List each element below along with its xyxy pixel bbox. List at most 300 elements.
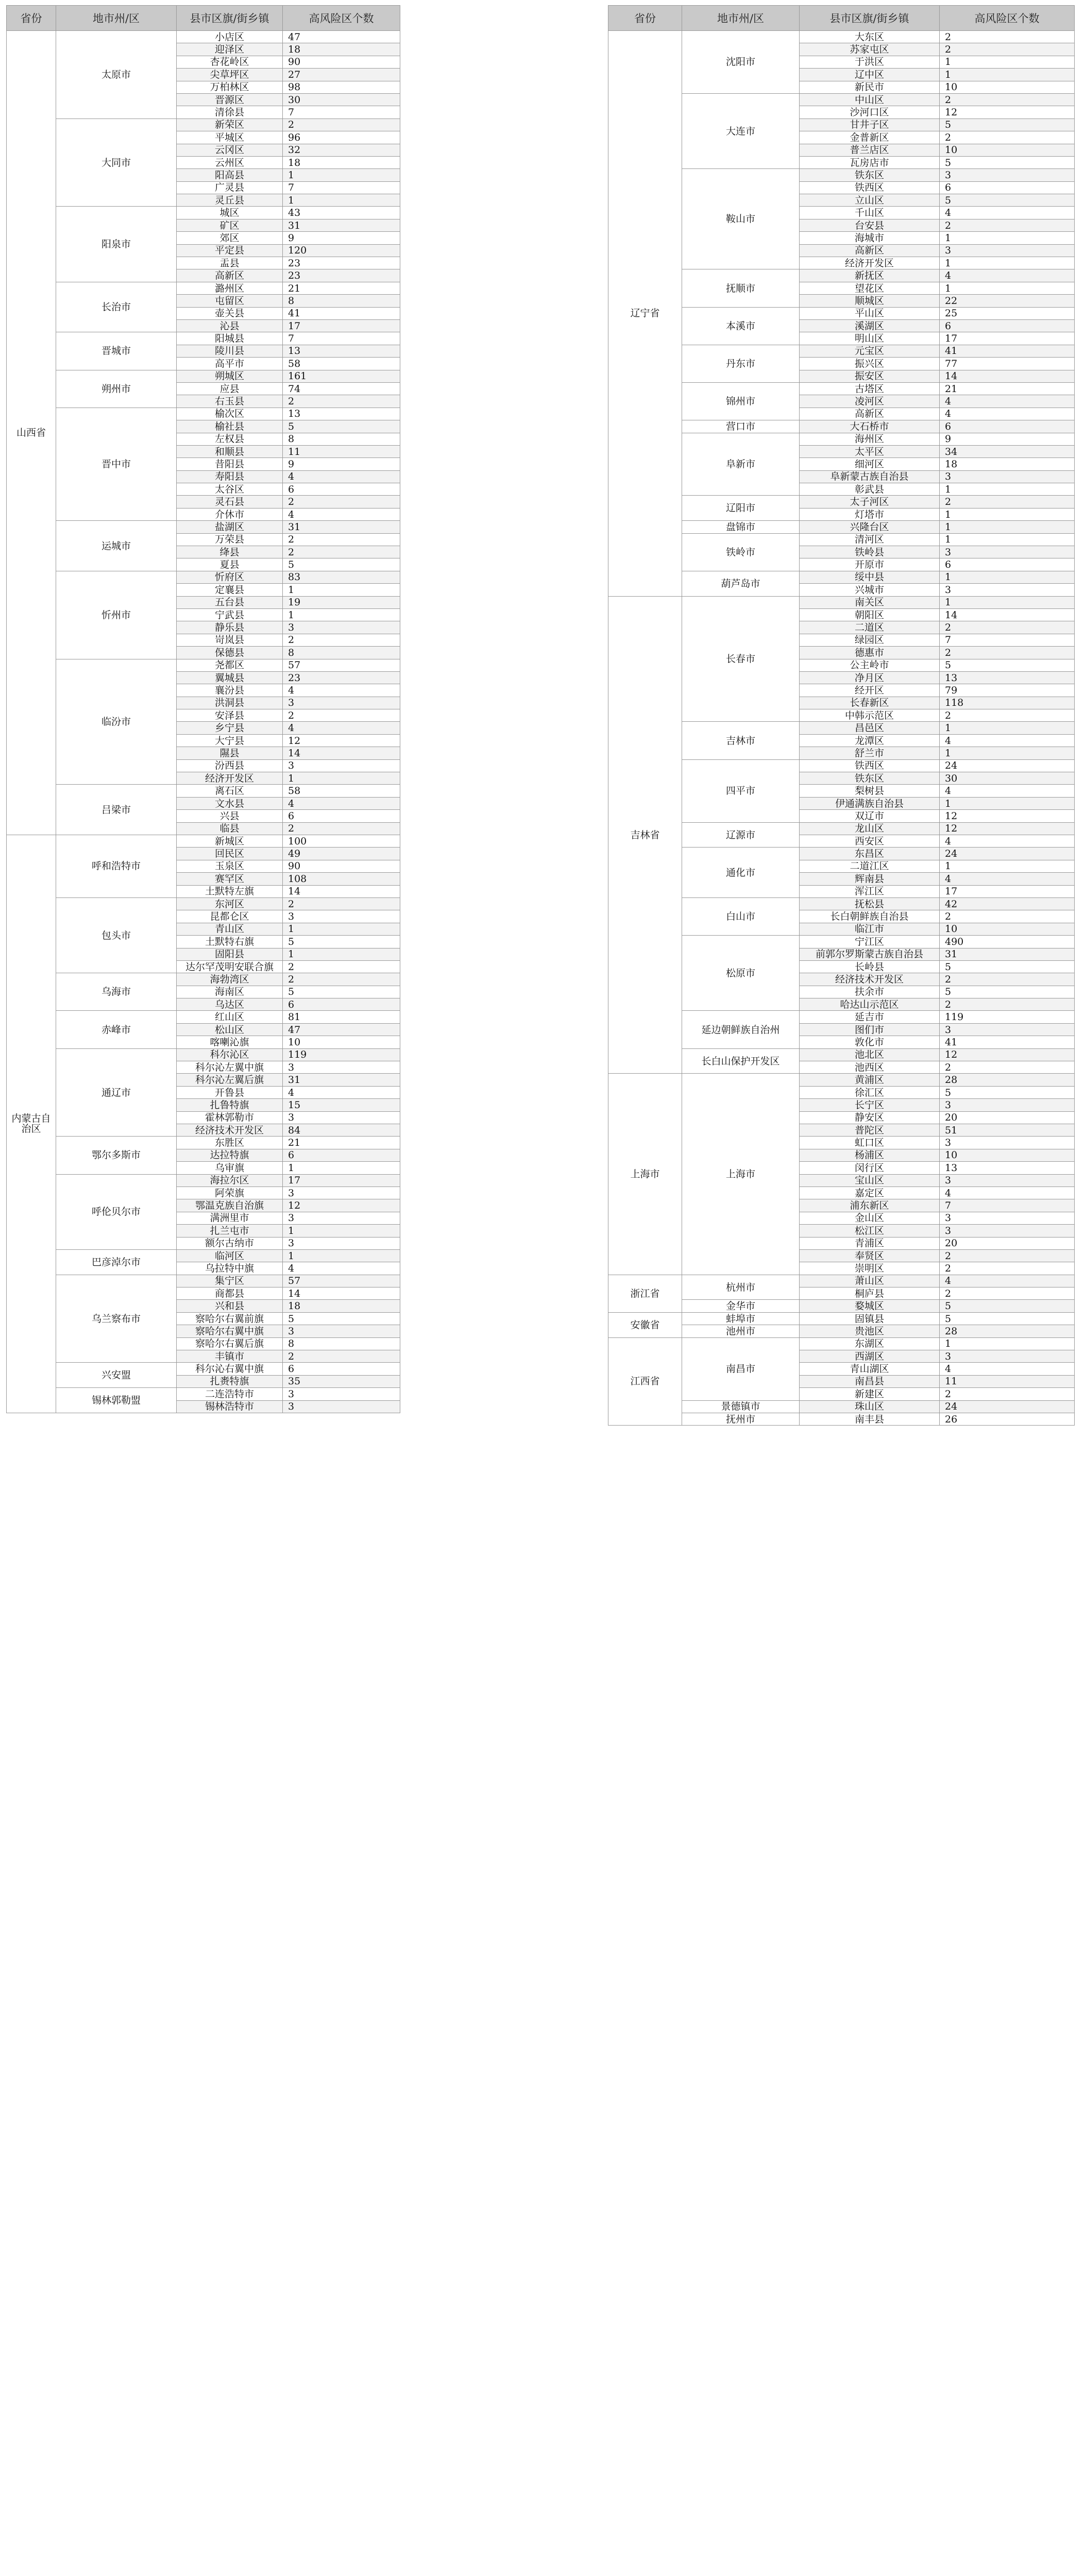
county-cell: 襄汾县: [177, 684, 283, 697]
count-cell: 5: [940, 156, 1075, 168]
count-cell: 2: [283, 822, 400, 835]
county-cell: 开鲁县: [177, 1086, 283, 1098]
county-cell: 盐湖区: [177, 521, 283, 533]
county-cell: 前郭尔罗斯蒙古族自治县: [800, 948, 940, 960]
county-cell: 南丰县: [800, 1413, 940, 1425]
risk-area-table-right: [608, 5, 1075, 1426]
county-cell: 铁东区: [800, 772, 940, 785]
count-cell: 1: [940, 56, 1075, 68]
count-cell: 4: [283, 797, 400, 809]
county-cell: 大石桥市: [800, 420, 940, 433]
count-cell: 3: [283, 1400, 400, 1413]
risk-area-table-left: [6, 5, 400, 1413]
county-cell: 辉南县: [800, 873, 940, 885]
county-cell: 大宁县: [177, 734, 283, 747]
county-cell: 乌审旗: [177, 1162, 283, 1174]
county-cell: 尧都区: [177, 659, 283, 671]
count-cell: 12: [940, 822, 1075, 835]
count-cell: 31: [283, 1074, 400, 1086]
county-cell: 彰武县: [800, 483, 940, 496]
count-cell: 1: [283, 194, 400, 207]
count-cell: 19: [283, 596, 400, 608]
city-cell: 辽源市: [682, 822, 800, 848]
table-row: [7, 973, 400, 986]
count-cell: 7: [940, 1199, 1075, 1212]
table-row: [7, 1174, 400, 1187]
count-cell: 51: [940, 1124, 1075, 1136]
count-cell: 15: [283, 1099, 400, 1111]
count-cell: 2: [940, 973, 1075, 986]
count-cell: 7: [940, 634, 1075, 646]
county-cell: 铁西区: [800, 759, 940, 772]
count-cell: 6: [940, 319, 1075, 332]
county-cell: 杏花岭区: [177, 56, 283, 68]
count-cell: 1: [940, 1337, 1075, 1350]
county-cell: 经济技术开发区: [800, 973, 940, 986]
county-cell: 离石区: [177, 785, 283, 797]
count-cell: 30: [940, 772, 1075, 785]
count-cell: 3: [940, 546, 1075, 558]
count-cell: 13: [283, 408, 400, 420]
count-cell: 14: [283, 1287, 400, 1300]
count-cell: 41: [283, 307, 400, 319]
count-cell: 14: [283, 885, 400, 897]
count-cell: 35: [283, 1375, 400, 1387]
county-cell: 浑江区: [800, 885, 940, 897]
count-cell: 3: [283, 1187, 400, 1199]
count-cell: 81: [283, 1011, 400, 1023]
county-cell: 固阳县: [177, 948, 283, 960]
city-cell: 赤峰市: [56, 1011, 177, 1048]
count-cell: 18: [283, 43, 400, 56]
header-county: 县市区旗/街乡镇: [800, 6, 940, 31]
count-cell: 24: [940, 1400, 1075, 1413]
city-cell: 铁岭市: [682, 533, 800, 571]
county-cell: 翼城县: [177, 671, 283, 684]
count-cell: 4: [283, 722, 400, 734]
city-cell: 四平市: [682, 759, 800, 822]
count-cell: 5: [283, 936, 400, 948]
count-cell: 2: [940, 93, 1075, 106]
count-cell: 22: [940, 295, 1075, 307]
count-cell: 28: [940, 1074, 1075, 1086]
count-cell: 2: [283, 1350, 400, 1363]
county-cell: 满洲里市: [177, 1212, 283, 1224]
count-cell: 3: [283, 1111, 400, 1124]
county-cell: 寿阳县: [177, 470, 283, 483]
county-cell: 盂县: [177, 257, 283, 269]
count-cell: 57: [283, 1275, 400, 1287]
county-cell: 昔阳县: [177, 458, 283, 470]
count-cell: 84: [283, 1124, 400, 1136]
table-row: [7, 1048, 400, 1061]
city-cell: 巴彦淖尔市: [56, 1249, 177, 1275]
count-cell: 3: [283, 1325, 400, 1337]
county-cell: 矿区: [177, 219, 283, 231]
count-cell: 8: [283, 295, 400, 307]
table-row: [7, 1137, 400, 1149]
county-cell: 双辽市: [800, 810, 940, 822]
count-cell: 4: [283, 1262, 400, 1275]
city-cell: 南昌市: [682, 1337, 800, 1400]
count-cell: 90: [283, 56, 400, 68]
count-cell: 2: [940, 1249, 1075, 1262]
count-cell: 2: [940, 131, 1075, 144]
province-cell: 江西省: [608, 1337, 682, 1426]
county-cell: 平定县: [177, 244, 283, 257]
right-table-panel: [608, 5, 1075, 1426]
county-cell: 云州区: [177, 156, 283, 168]
count-cell: 74: [283, 382, 400, 395]
city-cell: 太原市: [56, 31, 177, 119]
city-cell: 朔州市: [56, 370, 177, 408]
county-cell: 经济技术开发区: [177, 1124, 283, 1136]
count-cell: 2: [283, 546, 400, 558]
count-cell: 1: [283, 1249, 400, 1262]
count-cell: 1: [940, 860, 1075, 872]
table-row: [7, 207, 400, 219]
count-cell: 7: [283, 181, 400, 194]
county-cell: 西安区: [800, 835, 940, 848]
count-cell: 4: [940, 785, 1075, 797]
table-row: [7, 571, 400, 583]
county-cell: 凌河区: [800, 395, 940, 408]
county-cell: 文水县: [177, 797, 283, 809]
city-cell: 通辽市: [56, 1048, 177, 1137]
county-cell: 丰镇市: [177, 1350, 283, 1363]
count-cell: 4: [283, 1086, 400, 1098]
county-cell: 达尔罕茂明安联合旗: [177, 960, 283, 973]
count-cell: 1: [283, 1162, 400, 1174]
table-row: [7, 521, 400, 533]
county-cell: 长白朝鲜族自治县: [800, 910, 940, 923]
county-cell: 沙河口区: [800, 106, 940, 118]
count-cell: 10: [940, 923, 1075, 935]
count-cell: 2: [940, 496, 1075, 508]
county-cell: 忻府区: [177, 571, 283, 583]
county-cell: 察哈尔右翼中旗: [177, 1325, 283, 1337]
county-cell: 中韩示范区: [800, 709, 940, 722]
county-cell: 铁岭县: [800, 546, 940, 558]
county-cell: 屯留区: [177, 295, 283, 307]
county-cell: 昆都仑区: [177, 910, 283, 923]
county-cell: 平城区: [177, 131, 283, 144]
city-cell: 包头市: [56, 897, 177, 973]
province-cell: 安徽省: [608, 1312, 682, 1337]
header-province: 省份: [608, 6, 682, 31]
city-cell: 松原市: [682, 936, 800, 1011]
count-cell: 4: [283, 508, 400, 520]
count-cell: 13: [940, 671, 1075, 684]
count-cell: 4: [283, 470, 400, 483]
city-cell: 通化市: [682, 848, 800, 898]
county-cell: 太平区: [800, 445, 940, 457]
count-cell: 4: [940, 1363, 1075, 1375]
count-cell: 27: [283, 69, 400, 81]
header-count: 高风险区个数: [283, 6, 400, 31]
count-cell: 10: [283, 1036, 400, 1048]
count-cell: 3: [940, 1023, 1075, 1036]
county-cell: 高平市: [177, 358, 283, 370]
header-count: 高风险区个数: [940, 6, 1075, 31]
county-cell: 千山区: [800, 207, 940, 219]
count-cell: 1: [283, 948, 400, 960]
table-header-row: [608, 6, 1075, 31]
county-cell: 昌邑区: [800, 722, 940, 734]
count-cell: 4: [940, 873, 1075, 885]
count-cell: 41: [940, 1036, 1075, 1048]
count-cell: 4: [940, 395, 1075, 408]
county-cell: 科尔沁左翼后旗: [177, 1074, 283, 1086]
count-cell: 18: [940, 458, 1075, 470]
count-cell: 5: [283, 420, 400, 433]
count-cell: 1: [283, 923, 400, 935]
county-cell: 玉泉区: [177, 860, 283, 872]
county-cell: 临江市: [800, 923, 940, 935]
count-cell: 23: [283, 671, 400, 684]
city-cell: 呼和浩特市: [56, 835, 177, 898]
county-cell: 金山区: [800, 1212, 940, 1224]
county-cell: 万荣县: [177, 533, 283, 546]
count-cell: 2: [283, 118, 400, 131]
count-cell: 47: [283, 1023, 400, 1036]
count-cell: 6: [283, 810, 400, 822]
county-cell: 扶余市: [800, 986, 940, 998]
count-cell: 17: [283, 1174, 400, 1187]
count-cell: 24: [940, 759, 1075, 772]
county-cell: 科尔沁左翼中旗: [177, 1061, 283, 1074]
county-cell: 霍林郭勒市: [177, 1111, 283, 1124]
count-cell: 47: [283, 31, 400, 43]
count-cell: 12: [940, 1048, 1075, 1061]
county-cell: 海州区: [800, 433, 940, 445]
count-cell: 2: [940, 219, 1075, 231]
county-cell: 南关区: [800, 596, 940, 608]
count-cell: 161: [283, 370, 400, 382]
city-cell: 抚州市: [682, 1413, 800, 1425]
count-cell: 6: [283, 1363, 400, 1375]
county-cell: 沁县: [177, 319, 283, 332]
count-cell: 2: [283, 709, 400, 722]
county-cell: 万柏林区: [177, 81, 283, 93]
count-cell: 3: [283, 621, 400, 634]
table-row: [608, 31, 1075, 43]
city-cell: 鄂尔多斯市: [56, 1137, 177, 1174]
county-cell: 辽中区: [800, 69, 940, 81]
county-cell: 介休市: [177, 508, 283, 520]
count-cell: 12: [283, 1199, 400, 1212]
count-cell: 5: [940, 118, 1075, 131]
table-row: [7, 835, 400, 848]
count-cell: 2: [283, 395, 400, 408]
county-cell: 净月区: [800, 671, 940, 684]
city-cell: 池州市: [682, 1325, 800, 1337]
county-cell: 岢岚县: [177, 634, 283, 646]
count-cell: 1: [940, 797, 1075, 809]
count-cell: 2: [283, 634, 400, 646]
city-cell: 忻州市: [56, 571, 177, 659]
count-cell: 2: [283, 973, 400, 986]
count-cell: 2: [940, 1287, 1075, 1300]
city-cell: 盘锦市: [682, 521, 800, 533]
count-cell: 1: [283, 169, 400, 181]
count-cell: 3: [283, 910, 400, 923]
city-cell: 辽阳市: [682, 496, 800, 521]
county-cell: 迎泽区: [177, 43, 283, 56]
count-cell: 5: [283, 1312, 400, 1325]
city-cell: 本溪市: [682, 307, 800, 345]
county-cell: 灵丘县: [177, 194, 283, 207]
count-cell: 1: [283, 608, 400, 621]
county-cell: 察哈尔右翼前旗: [177, 1312, 283, 1325]
city-cell: 长春市: [682, 596, 800, 722]
count-cell: 83: [283, 571, 400, 583]
count-cell: 31: [283, 219, 400, 231]
count-cell: 41: [940, 345, 1075, 357]
county-cell: 新荣区: [177, 118, 283, 131]
header-city: 地市州/区: [56, 6, 177, 31]
province-cell: 浙江省: [608, 1275, 682, 1312]
county-cell: 乌达区: [177, 998, 283, 1011]
count-cell: 6: [940, 420, 1075, 433]
city-cell: 长白山保护开发区: [682, 1048, 800, 1074]
table-row: [7, 1275, 400, 1287]
count-cell: 8: [283, 647, 400, 659]
count-cell: 118: [940, 697, 1075, 709]
province-cell: 上海市: [608, 1074, 682, 1275]
county-cell: 溪湖区: [800, 319, 940, 332]
count-cell: 4: [940, 835, 1075, 848]
county-cell: 海城市: [800, 232, 940, 244]
count-cell: 77: [940, 358, 1075, 370]
county-cell: 萧山区: [800, 1275, 940, 1287]
province-cell: 辽宁省: [608, 31, 682, 597]
county-cell: 清徐县: [177, 106, 283, 118]
county-cell: 徐汇区: [800, 1086, 940, 1098]
county-cell: 伊通满族自治县: [800, 797, 940, 809]
county-cell: 高新区: [177, 269, 283, 282]
county-cell: 长岭县: [800, 960, 940, 973]
county-cell: 红山区: [177, 1011, 283, 1023]
count-cell: 32: [283, 144, 400, 156]
county-cell: 龙潭区: [800, 734, 940, 747]
county-cell: 开原市: [800, 558, 940, 571]
count-cell: 24: [940, 848, 1075, 860]
count-cell: 5: [940, 1300, 1075, 1312]
county-cell: 郊区: [177, 232, 283, 244]
header-province: 省份: [7, 6, 56, 31]
county-cell: 二连浩特市: [177, 1388, 283, 1400]
count-cell: 6: [940, 181, 1075, 194]
count-cell: 6: [283, 1149, 400, 1161]
county-cell: 太子河区: [800, 496, 940, 508]
count-cell: 9: [940, 433, 1075, 445]
city-cell: 吉林市: [682, 722, 800, 759]
count-cell: 57: [283, 659, 400, 671]
count-cell: 10: [940, 1149, 1075, 1161]
city-cell: 葫芦岛市: [682, 571, 800, 596]
count-cell: 58: [283, 358, 400, 370]
count-cell: 4: [940, 1275, 1075, 1287]
county-cell: 杨浦区: [800, 1149, 940, 1161]
county-cell: 新抚区: [800, 269, 940, 282]
county-cell: 平山区: [800, 307, 940, 319]
count-cell: 2: [940, 647, 1075, 659]
count-cell: 4: [940, 408, 1075, 420]
county-cell: 宁武县: [177, 608, 283, 621]
county-cell: 集宁区: [177, 1275, 283, 1287]
count-cell: 49: [283, 848, 400, 860]
table-row: [7, 1249, 400, 1262]
county-cell: 达拉特旗: [177, 1149, 283, 1161]
county-cell: 高新区: [800, 408, 940, 420]
county-cell: 大东区: [800, 31, 940, 43]
city-cell: 延边朝鲜族自治州: [682, 1011, 800, 1048]
count-cell: 2: [940, 43, 1075, 56]
count-cell: 98: [283, 81, 400, 93]
county-cell: 细河区: [800, 458, 940, 470]
count-cell: 90: [283, 860, 400, 872]
county-cell: 保德县: [177, 647, 283, 659]
count-cell: 6: [283, 483, 400, 496]
count-cell: 2: [940, 31, 1075, 43]
county-cell: 额尔古纳市: [177, 1237, 283, 1249]
count-cell: 1: [940, 282, 1075, 294]
count-cell: 3: [940, 1350, 1075, 1363]
count-cell: 2: [283, 496, 400, 508]
city-cell: 晋中市: [56, 408, 177, 521]
county-cell: 松山区: [177, 1023, 283, 1036]
county-cell: 舒兰市: [800, 747, 940, 759]
county-cell: 朔城区: [177, 370, 283, 382]
county-cell: 龙山区: [800, 822, 940, 835]
count-cell: 3: [940, 1099, 1075, 1111]
county-cell: 宝山区: [800, 1174, 940, 1187]
county-cell: 崇明区: [800, 1262, 940, 1275]
county-cell: 小店区: [177, 31, 283, 43]
count-cell: 79: [940, 684, 1075, 697]
county-cell: 乡宁县: [177, 722, 283, 734]
county-cell: 五台县: [177, 596, 283, 608]
count-cell: 6: [940, 558, 1075, 571]
count-cell: 5: [283, 986, 400, 998]
county-cell: 德惠市: [800, 647, 940, 659]
count-cell: 43: [283, 207, 400, 219]
county-cell: 回民区: [177, 848, 283, 860]
county-cell: 二道区: [800, 621, 940, 634]
count-cell: 5: [940, 659, 1075, 671]
county-cell: 新民市: [800, 81, 940, 93]
count-cell: 3: [940, 1225, 1075, 1237]
county-cell: 阜新蒙古族自治县: [800, 470, 940, 483]
county-cell: 于洪区: [800, 56, 940, 68]
city-cell: 金华市: [682, 1300, 800, 1312]
count-cell: 1: [940, 483, 1075, 496]
county-cell: 瓦房店市: [800, 156, 940, 168]
table-row: [7, 659, 400, 671]
county-cell: 黄浦区: [800, 1074, 940, 1086]
count-cell: 6: [283, 998, 400, 1011]
county-cell: 梨树县: [800, 785, 940, 797]
city-cell: 阜新市: [682, 433, 800, 496]
count-cell: 30: [283, 93, 400, 106]
table-row: [7, 408, 400, 420]
count-cell: 1: [940, 232, 1075, 244]
count-cell: 3: [940, 584, 1075, 596]
count-cell: 4: [940, 269, 1075, 282]
county-cell: 长春新区: [800, 697, 940, 709]
count-cell: 10: [940, 144, 1075, 156]
